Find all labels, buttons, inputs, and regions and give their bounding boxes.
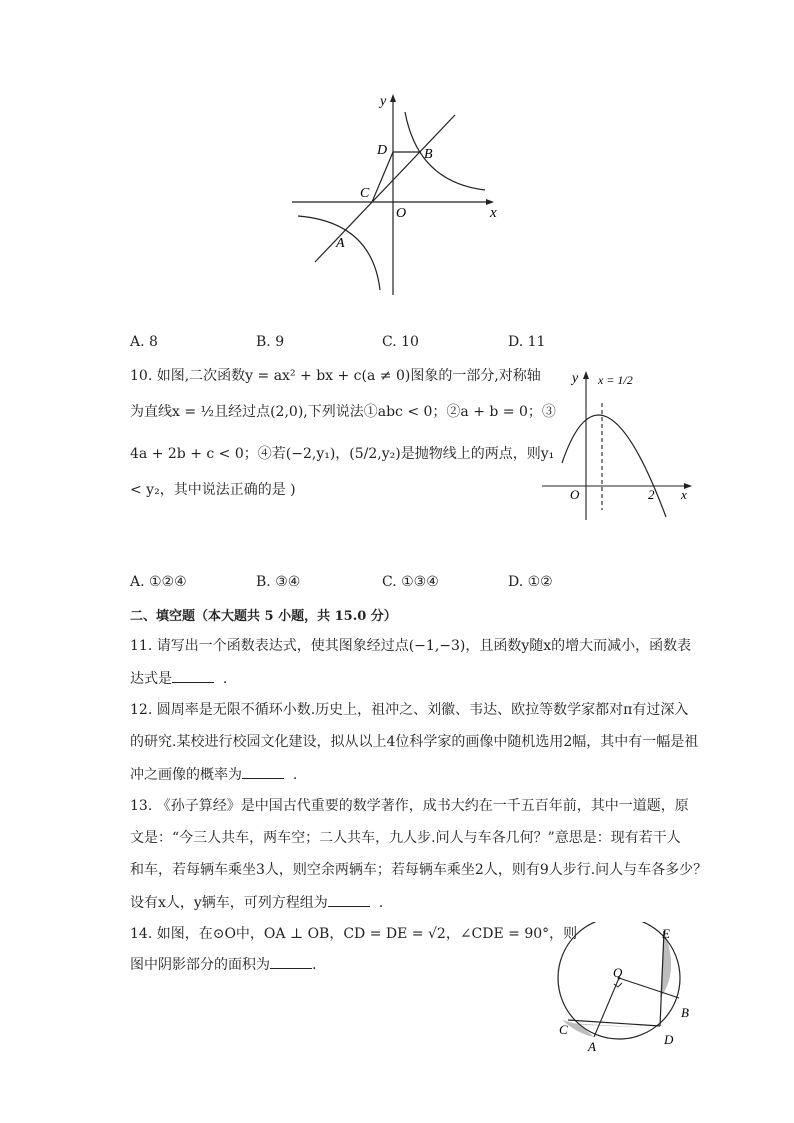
fig2-label-o: O: [570, 487, 580, 502]
fig1-label-c: C: [360, 186, 370, 201]
q12-line-3: 冲之画像的概率为: [130, 767, 242, 783]
fig1-label-b: B: [424, 147, 433, 162]
fig2-label-y: y: [572, 371, 579, 386]
q10-option-b: B. ③④: [256, 574, 301, 590]
q13-answer-blank[interactable]: [328, 892, 370, 907]
figure-parabola: [540, 365, 698, 525]
q14-line-1: 14. 如图，在⊙O中，OA ⊥ OB，CD = DE = √2，∠CDE = 90°，则: [130, 926, 578, 942]
q9-option-d: D. 11: [508, 334, 546, 350]
fig2-label-2: 2: [648, 487, 655, 502]
q10-line-1: 10. 如图,二次函数y = ax² + bx + c(a ≠ 0)图象的一部分,对称轴: [130, 368, 541, 384]
fig3-label-e: E: [662, 926, 670, 941]
q10-line-3: 4a + 2b + c < 0；④若(−2,y₁)，(5/2,y₂)是抛物线上的两点，则y₁: [130, 446, 555, 462]
fig3-label-a: A: [588, 1039, 596, 1052]
fig1-label-y: y: [380, 94, 387, 109]
fig1-label-a: A: [336, 236, 345, 251]
q10-line-2: 为直线x = ½且经过点(2,0),下列说法①abc < 0；②a + b = 0；③: [130, 404, 556, 420]
fig2-axis-label: x = 1/2: [598, 373, 633, 387]
figure-circle: [548, 922, 698, 1052]
q13-line-4: 设有x人，y辆车，可列方程组为: [130, 895, 328, 911]
q10-line-4: < y₂，其中说法正确的是 ): [130, 482, 296, 498]
q10-option-a: A. ①②④: [130, 574, 187, 590]
q9-option-a: A. 8: [130, 334, 158, 350]
q12-line-1: 12. 圆周率是无限不循环小数.历史上，祖冲之、刘徽、韦达、欧拉等数学家都对π有过深入: [130, 702, 689, 718]
fig2-label-x: x: [681, 487, 687, 502]
q13-line-1: 13. 《孙子算经》是中国古代重要的数学著作，成书大约在一千五百年前，其中一道题，原: [130, 798, 689, 814]
q11-line-2-wrap: 达式是 .: [130, 668, 227, 689]
q11-line-1: 11. 请写出一个函数表达式，使其图象经过点(−1,−3)，且函数y随x的增大而减小，函数表: [130, 638, 692, 654]
figure-hyperbola: [280, 90, 510, 300]
fig3-label-b: B: [681, 1005, 689, 1020]
fig1-label-x: x: [490, 205, 497, 221]
fig3-label-c: C: [559, 1022, 568, 1037]
q11-line-2: 达式是: [130, 671, 172, 687]
fig3-label-d: D: [664, 1032, 674, 1047]
q12-line-3-wrap: 冲之画像的概率为 .: [130, 764, 297, 785]
q14-line-2-wrap: 图中阴影部分的面积为 .: [130, 954, 316, 975]
q9-option-c: C. 10: [382, 334, 419, 350]
q14-answer-blank[interactable]: [270, 954, 312, 969]
fig1-label-o: O: [396, 206, 407, 221]
fig1-label-d: D: [377, 143, 388, 158]
q13-line-3: 和车，若每辆车乘坐3人，则空余两辆车；若每辆车乘坐2人，则有9人步行.问人与车各多少？: [130, 862, 708, 878]
q13-line-4-wrap: 设有x人，y辆车，可列方程组为 .: [130, 892, 383, 913]
q13-line-2: 文是：“今三人共车，两车空；二人共车，九人步.问人与车各几何？”意思是：现有若干人: [130, 830, 681, 846]
q12-line-2: 的研究.某校进行校园文化建设，拟从以上4位科学家的画像中随机选用2幅，其中有一幅是祖: [130, 734, 699, 750]
q14-line-2: 图中阴影部分的面积为: [130, 957, 270, 973]
section-title-fill-in: 二、填空题（本大题共 5 小题，共 15.0 分）: [130, 609, 397, 624]
fig3-label-o: O: [613, 965, 623, 980]
q10-option-d: D. ①②: [508, 574, 553, 590]
q10-option-c: C. ①③④: [382, 574, 439, 590]
q11-answer-blank[interactable]: [172, 668, 214, 683]
q9-option-b: B. 9: [256, 334, 285, 350]
q12-answer-blank[interactable]: [242, 764, 284, 779]
